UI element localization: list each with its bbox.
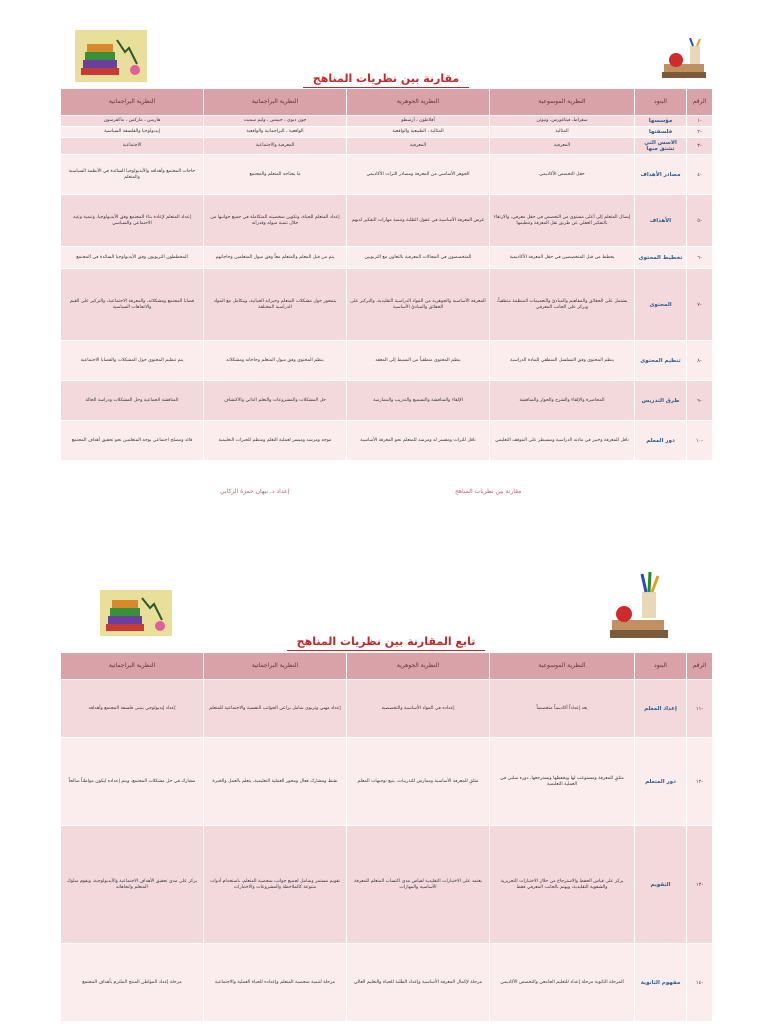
table-cell: غرس المعرفة الأساسية في عقول الطلبة وتنمية مهارات التفكير لديهم xyxy=(347,195,490,247)
table-cell: حقل التخصص الأكاديمي xyxy=(490,155,635,195)
document-page-1 xyxy=(60,30,712,520)
table-cell: متلقٍ للمعرفة ومستوعب لها ويحفظها ويسترجعها، دوره سلبي في العملية التعليمية xyxy=(490,738,635,826)
table-header-row xyxy=(61,653,713,680)
table-cell: إعداد المتعلم للحياة، وتكوين شخصيته المتكاملة في جميع جوانبها من خلال تنمية ميوله وقدراته xyxy=(204,195,347,247)
row-number: -١٠ xyxy=(687,421,713,461)
table-cell: إعداده في المواد الأساسية والتخصصية xyxy=(347,680,490,738)
comparison-table xyxy=(60,652,713,1022)
table-cell: جون ديوي ، جيمس ، وليم سميث xyxy=(204,116,347,127)
row-label: الاسس التي تشتق منها xyxy=(635,138,687,155)
table-row xyxy=(61,116,713,127)
table-cell: حل المشكلات والمشروعات والتعلم الذاتي والاكتشاف xyxy=(204,381,347,421)
table-cell: يعد إعداداً أكاديمياً متخصصاً xyxy=(490,680,635,738)
header-col-3: النظرية البراجماتية xyxy=(204,89,347,116)
books-clipart-icon xyxy=(100,590,172,636)
table-cell: المخططون التربويون وفق الأيديولوجيا السائدة في المجتمع xyxy=(61,247,204,269)
table-cell: الواقعية ، البراجماتية والواقعية xyxy=(204,127,347,138)
table-row xyxy=(61,421,713,461)
table-cell: مرحلة إعداد المواطن المنتج الملتزم بأهداف المجتمع xyxy=(61,944,204,1022)
table-cell: المعرفة الأساسية والجوهرية من المواد الدراسية التقليدية، والتركيز على الحقائق والمبادئ الأساسية xyxy=(347,269,490,341)
table-cell: الاجتماعية xyxy=(61,138,204,155)
apple-pencils-clipart-icon xyxy=(608,570,672,642)
table-cell: قائد ومصلح اجتماعي يوجه المتعلمين نحو تحقيق أهداف المجتمع xyxy=(61,421,204,461)
table-row xyxy=(61,944,713,1022)
row-label: طرق التدريس xyxy=(635,381,687,421)
row-number: -١١ xyxy=(687,680,713,738)
row-label: دور المتعلم xyxy=(635,738,687,826)
footer-doc-title: مقارنة بين نظريات المناهج xyxy=(455,488,522,495)
row-label: المحتوى xyxy=(635,269,687,341)
table-row xyxy=(61,738,713,826)
table-cell: يتم تنظيم المحتوى حول المشكلات والقضايا الاجتماعية xyxy=(61,341,204,381)
table-cell: الإلقاء والمناقشة والتسميع والتدريب والممارسة xyxy=(347,381,490,421)
row-number: -٤ xyxy=(687,155,713,195)
table-cell: المحاضرة والإلقاء والشرح والحوار والمناقشة xyxy=(490,381,635,421)
row-label: الأهداف xyxy=(635,195,687,247)
header-col-2: النظرية الجوهرية xyxy=(347,89,490,116)
table-cell: يشتمل على الحقائق والمفاهيم والمبادئ والتعميمات المنظمة منطقياً، ويركز على الجانب المعرفي xyxy=(490,269,635,341)
row-number: -١٢ xyxy=(687,738,713,826)
table-cell: تقويم مستمر وشامل لجميع جوانب شخصية المتعلم، باستخدام أدوات متنوعة كالملاحظة والمشروعات والاختبارات xyxy=(204,826,347,944)
row-label: دور المعلم xyxy=(635,421,687,461)
table-cell: ناقل للتراث ومفسر له ومرشد للمتعلم نحو المعرفة الأساسية xyxy=(347,421,490,461)
table-cell: المتخصصون في المجالات المعرفية بالتعاون مع التربويين xyxy=(347,247,490,269)
row-label: مفهوم الثانوية xyxy=(635,944,687,1022)
table-cell: إيصال المتعلم إلى أعلى مستوى من التخصص في حقل معرفي، والارتقاء بالتفكير العقلي عن طريق نقل المعرفة وتنظيمها xyxy=(490,195,635,247)
table-cell: موجه ومرشد وميسر لعملية التعلم ومنظم للخبرات التعليمية xyxy=(204,421,347,461)
table-cell: نشط ومشارك فعال ومحور العملية التعليمية، يتعلم بالعمل والخبرة xyxy=(204,738,347,826)
table-cell: ينظم المحتوى وفق التسلسل المنطقي للمادة الدراسية xyxy=(490,341,635,381)
row-number: -٩ xyxy=(687,381,713,421)
row-number: -١ xyxy=(687,116,713,127)
table-cell: المعرفية xyxy=(347,138,490,155)
table-row xyxy=(61,155,713,195)
header-col-1: النظرية الموسوعية xyxy=(490,653,635,680)
row-number: -١٤ xyxy=(687,944,713,1022)
row-number: -٢ xyxy=(687,127,713,138)
page-title xyxy=(60,72,712,88)
row-number: -٧ xyxy=(687,269,713,341)
row-number: -٨ xyxy=(687,341,713,381)
table-cell: المثالية xyxy=(490,127,635,138)
table-cell: المعرفية xyxy=(490,138,635,155)
page-title-text: تابع المقارنة بين نظريات المناهج xyxy=(287,635,486,651)
table-cell: يتم من قبل المعلم والمتعلم معاً وفق ميول المتعلمين وحاجاتهم xyxy=(204,247,347,269)
page-title-text: مقارنة بين نظريات المناهج xyxy=(303,72,469,88)
table-row xyxy=(61,680,713,738)
header-col-3: النظرية البراجماتية xyxy=(204,653,347,680)
header-col-1: النظرية الموسوعية xyxy=(490,89,635,116)
table-cell: مرحلة لإكمال المعرفة الأساسية وإعداد الطلبة للحياة والتعليم العالي xyxy=(347,944,490,1022)
header-items: البنود xyxy=(635,89,687,116)
table-cell: يركز على قياس الحفظ والاسترجاع من خلال الاختبارات التحريرية والشفوية التقليدية، ويهتم بالجانب المعرفي فقط xyxy=(490,826,635,944)
table-cell: سقراط، فيثاغورس، ونيوتن xyxy=(490,116,635,127)
row-label: التقويم xyxy=(635,826,687,944)
table-cell: هاريس ، ماركس ، ماكفرسون xyxy=(61,116,204,127)
table-cell: متلقٍ للمعرفة الأساسية وممارس للتدريبات، يتبع توجيهات المعلم xyxy=(347,738,490,826)
table-row xyxy=(61,247,713,269)
footer-author: إعداد د. نبهان حمزة الركابي xyxy=(220,488,290,495)
header-col-4: النظرية البراجماتية xyxy=(61,89,204,116)
document-page-2 xyxy=(60,570,712,1010)
table-cell: ناقل للمعرفة وخبير في مادته الدراسية ومسيطر على الموقف التعليمي xyxy=(490,421,635,461)
page-title xyxy=(60,635,712,651)
header-num: الرقم xyxy=(687,89,713,116)
row-number: -٥ xyxy=(687,195,713,247)
table-cell: قضايا المجتمع ومشكلاته، والمعرفة الاجتماعية، والتركيز على القيم والاتجاهات السياسية xyxy=(61,269,204,341)
table-cell: يعتمد على الاختبارات التقليدية لقياس مدى اكتساب المتعلم للمعرفة الأساسية والمهارات xyxy=(347,826,490,944)
table-cell: إعداد المتعلم لإعادة بناء المجتمع وفق الأيديولوجيا، وتنمية وعيه الاجتماعي والسياسي xyxy=(61,195,204,247)
table-cell: إعداد إيديولوجي يتبنى فلسفة المجتمع وأهدافه xyxy=(61,680,204,738)
comparison-table xyxy=(60,88,713,461)
table-cell: أفلاطون ، أرسطو xyxy=(347,116,490,127)
table-row xyxy=(61,127,713,138)
header-num: الرقم xyxy=(687,653,713,680)
table-row xyxy=(61,138,713,155)
row-label: تنظيم المحتوى xyxy=(635,341,687,381)
table-row xyxy=(61,341,713,381)
row-label: مؤسسها xyxy=(635,116,687,127)
table-row xyxy=(61,826,713,944)
table-cell: ما يحتاجه المتعلم والمجتمع xyxy=(204,155,347,195)
row-label: فلسفتها xyxy=(635,127,687,138)
table-row xyxy=(61,195,713,247)
row-number: -٣ xyxy=(687,138,713,155)
table-cell: يركز على مدى تحقيق الأهداف الاجتماعية والأيديولوجية، ويقوم سلوك المتعلم واتجاهاته xyxy=(61,826,204,944)
table-cell: المثالية ، الطبيعية والواقعية xyxy=(347,127,490,138)
header-items: البنود xyxy=(635,653,687,680)
table-cell: يخطط من قبل المتخصصين في حقل المعرفة الأكاديمية xyxy=(490,247,635,269)
table-cell: إعداد مهني وتربوي شامل يراعي الجوانب النفسية والاجتماعية للمتعلم xyxy=(204,680,347,738)
table-row xyxy=(61,381,713,421)
table-header-row xyxy=(61,89,713,116)
table-cell: المناقشة الجماعية وحل المشكلات ودراسة الحالة xyxy=(61,381,204,421)
row-label: إعداد المعلم xyxy=(635,680,687,738)
table-cell: يتمحور حول مشكلات المتعلم وخبراته الحياتية، ويتكامل مع المواد الدراسية المختلفة xyxy=(204,269,347,341)
header-col-4: النظرية البراجماتية xyxy=(61,653,204,680)
row-label: تخطيط المحتوى xyxy=(635,247,687,269)
row-label: مصادر الأهداف xyxy=(635,155,687,195)
table-row xyxy=(61,269,713,341)
table-cell: حاجات المجتمع وأهدافه والأيديولوجيا السائدة في الأنظمة السياسية والمتعلم xyxy=(61,155,204,195)
header-col-2: النظرية الجوهرية xyxy=(347,653,490,680)
table-cell: إيديولوجيا والفلسفة السياسية xyxy=(61,127,204,138)
table-cell: ينظم المحتوى وفق ميول المتعلم وحاجاته ومشكلاته xyxy=(204,341,347,381)
table-cell: مرحلة لتنمية شخصية المتعلم وإعداده للحياة العملية والاجتماعية xyxy=(204,944,347,1022)
table-cell: المعرفية والاجتماعية xyxy=(204,138,347,155)
table-cell: الجوهر الأساسي من المعرفة ومصادر التراث الأكاديمي xyxy=(347,155,490,195)
row-number: -١٣ xyxy=(687,826,713,944)
row-number: -٦ xyxy=(687,247,713,269)
table-cell: المرحلة الثانوية مرحلة إعداد للتعليم الجامعي والتخصص الأكاديمي xyxy=(490,944,635,1022)
table-cell: ينظم المحتوى منطقياً من البسيط إلى المعقد xyxy=(347,341,490,381)
table-cell: مشارك في حل مشكلات المجتمع، ويتم إعداده ليكون مواطناً صالحاً xyxy=(61,738,204,826)
